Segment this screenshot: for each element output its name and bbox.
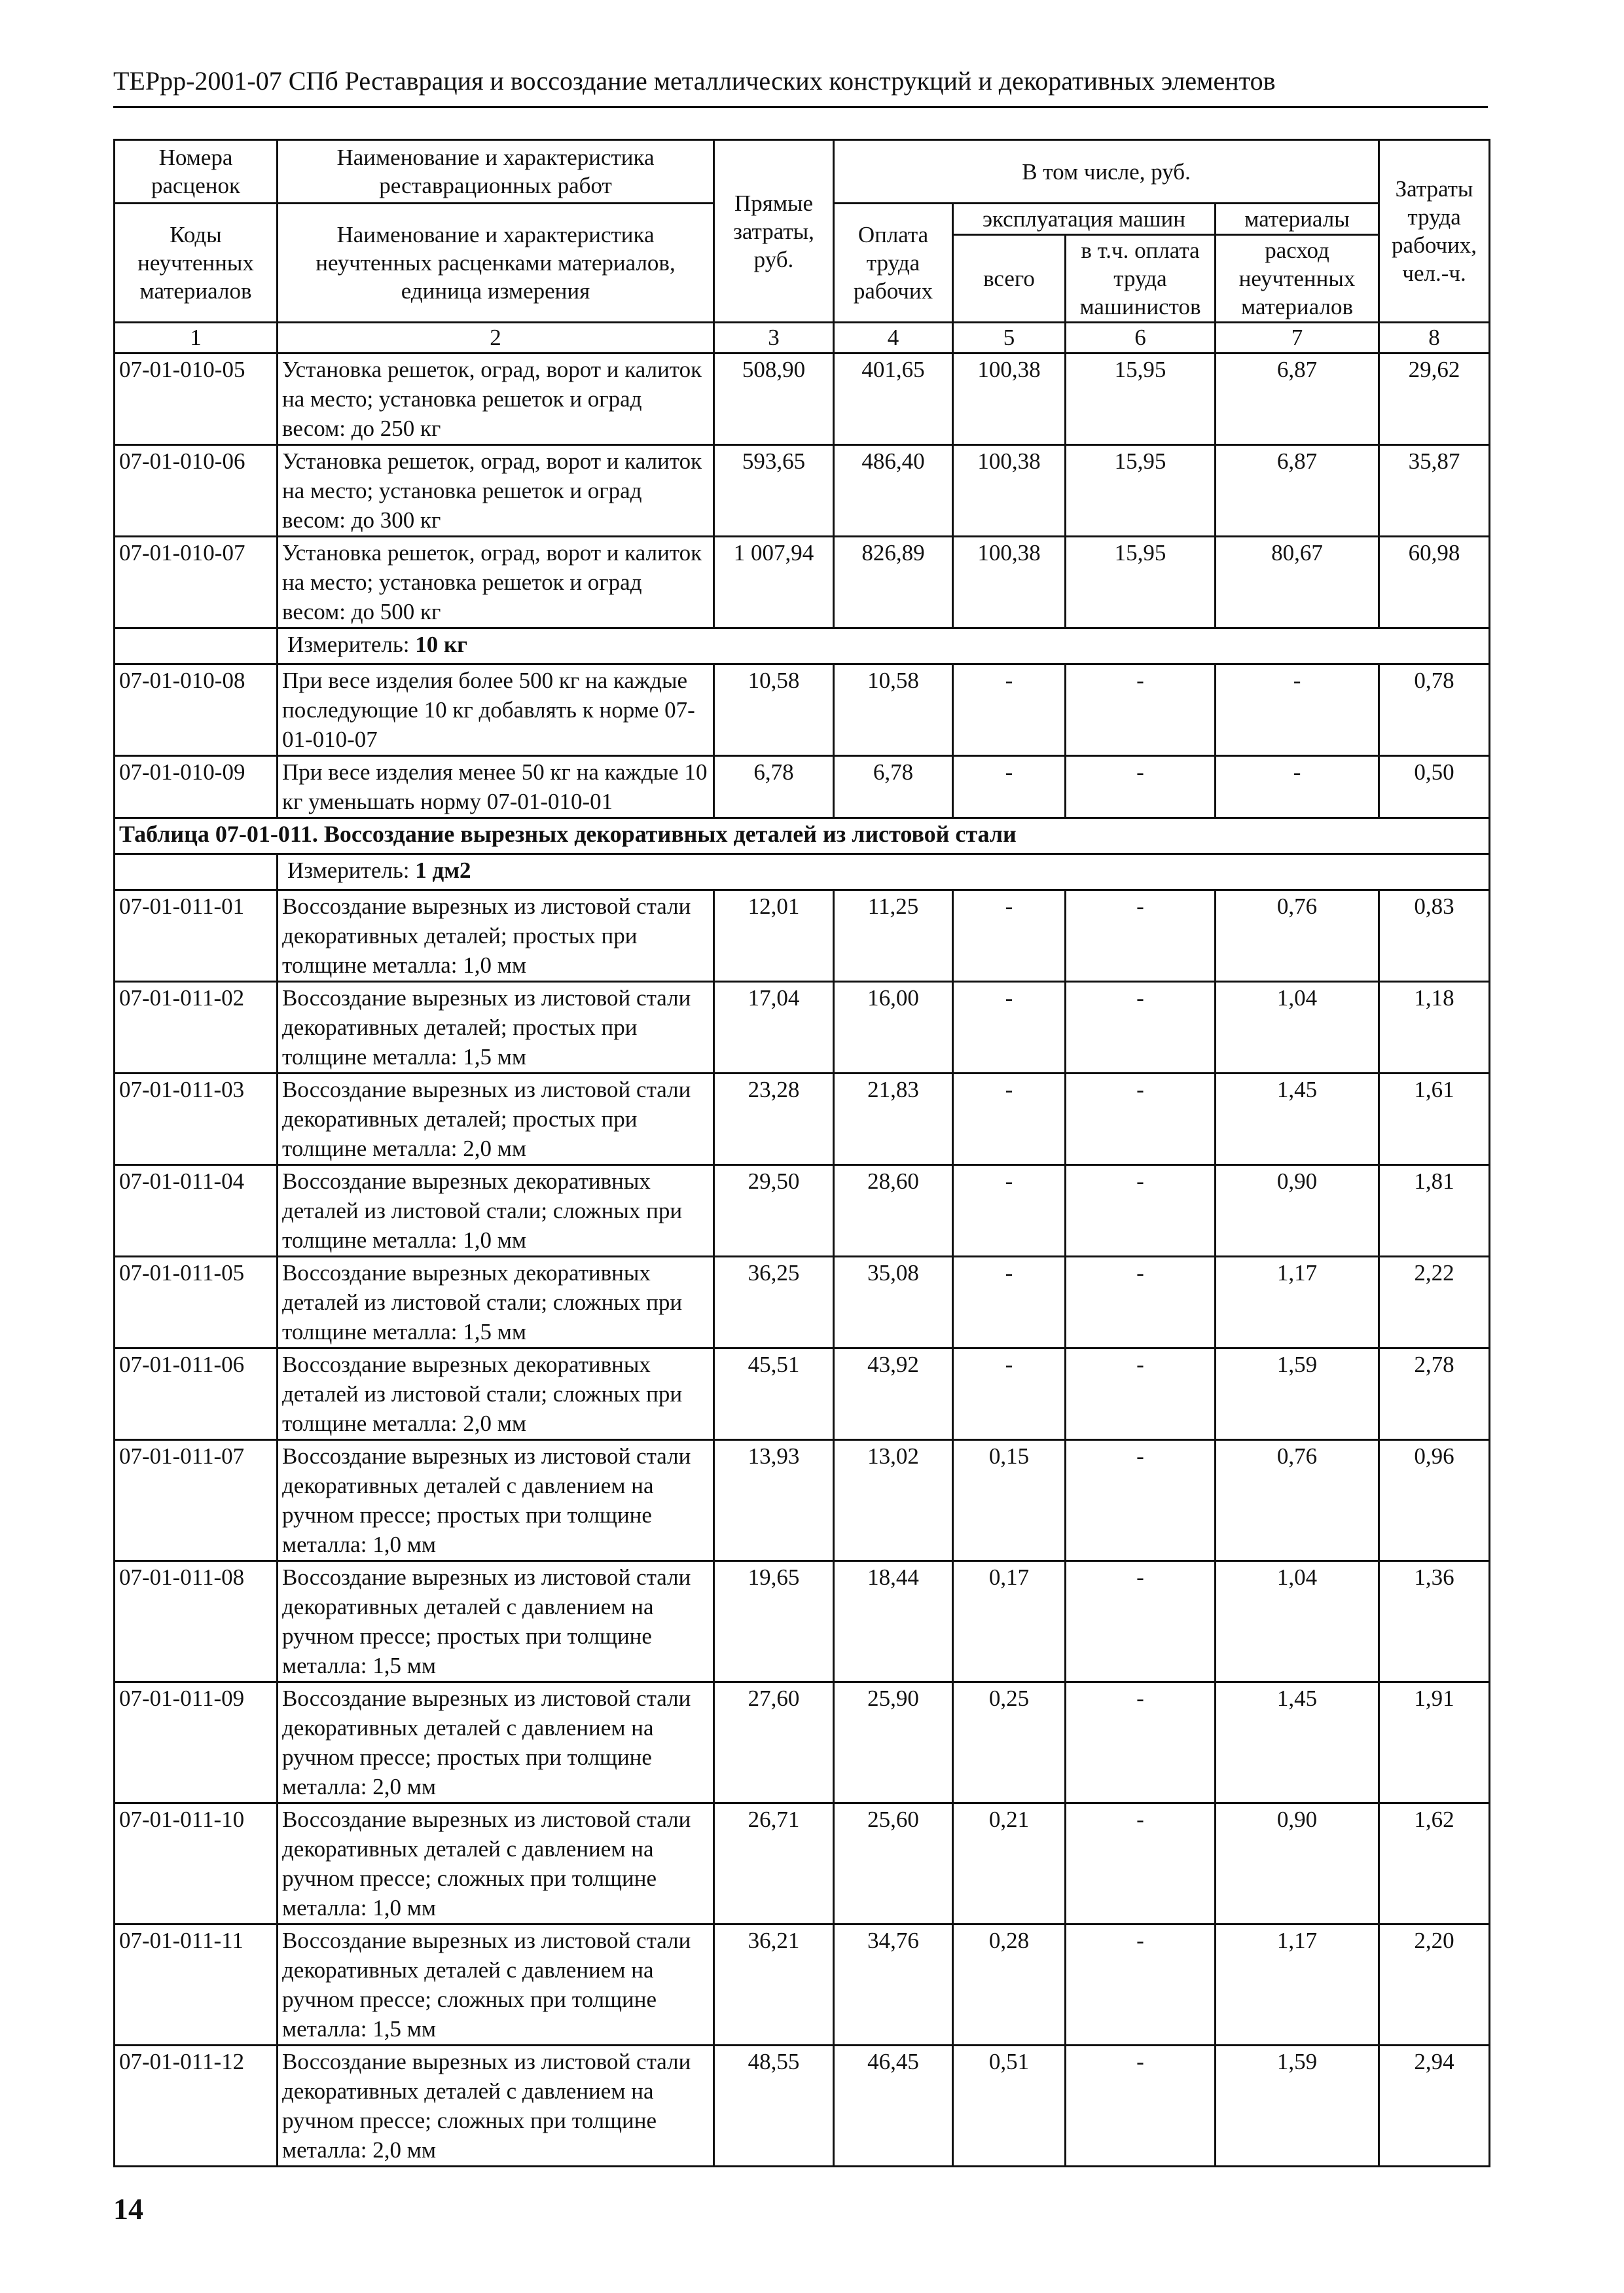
direct-costs: 36,21 (714, 1924, 834, 2046)
machines-total: 0,21 (953, 1803, 1066, 1924)
rate-code: 07-01-011-12 (115, 2046, 278, 2167)
column-number: 6 (1066, 323, 1216, 353)
page-number: 14 (113, 2192, 143, 2226)
materials-cost: 1,17 (1216, 1257, 1379, 1348)
operator-pay: - (1066, 1924, 1216, 2046)
direct-costs: 45,51 (714, 1348, 834, 1440)
machines-total: 0,17 (953, 1561, 1066, 1682)
materials-cost: 0,76 (1216, 1440, 1379, 1561)
header-group-including: В том числе, руб. (834, 140, 1379, 204)
column-number: 4 (834, 323, 953, 353)
header-machines-total: всего (953, 235, 1066, 323)
header-machine-operation: эксплуатация машин (953, 204, 1216, 235)
operator-pay: - (1066, 1348, 1216, 1440)
labor-pay: 34,76 (834, 1924, 953, 2046)
table-row (115, 1165, 1490, 1257)
table-row (115, 756, 1490, 818)
rate-code: 07-01-010-06 (115, 445, 278, 537)
rate-code: 07-01-011-11 (115, 1924, 278, 2046)
rate-code: 07-01-010-08 (115, 664, 278, 756)
labor-hours: 2,94 (1379, 2046, 1490, 2167)
machines-total: - (953, 890, 1066, 982)
table-row (115, 1924, 1490, 2046)
header-materials: материалы (1216, 204, 1379, 235)
operator-pay: - (1066, 664, 1216, 756)
rate-code: 07-01-011-04 (115, 1165, 278, 1257)
table-row (115, 537, 1490, 628)
labor-pay: 826,89 (834, 537, 953, 628)
labor-pay: 486,40 (834, 445, 953, 537)
work-description: При весе изделия менее 50 кг на каждые 10 кг уменьшать норму 07-01-010-01 (278, 756, 714, 818)
labor-hours: 35,87 (1379, 445, 1490, 537)
header-labor-hours: Затраты труда рабочих, чел.-ч. (1379, 140, 1490, 323)
table-row (115, 1682, 1490, 1803)
measure-value: 10 кг (415, 632, 468, 657)
labor-pay: 21,83 (834, 1074, 953, 1165)
direct-costs: 1 007,94 (714, 537, 834, 628)
labor-hours: 60,98 (1379, 537, 1490, 628)
header-operator-pay: в т.ч. оплата труда машинистов (1066, 235, 1216, 323)
table-row (115, 664, 1490, 756)
materials-cost: 1,04 (1216, 1561, 1379, 1682)
work-description: Воссоздание вырезных из листовой стали декоративных деталей с давлением на ручном прессе; простых при толщине металла: 2,0 мм (278, 1682, 714, 1803)
work-description: Установка решеток, оград, ворот и калиток на место; установка решеток и оград весом: до 250 кг (278, 353, 714, 445)
rate-code: 07-01-011-07 (115, 1440, 278, 1561)
rate-code: 07-01-011-02 (115, 982, 278, 1074)
table-row (115, 1561, 1490, 1682)
rate-code: 07-01-010-09 (115, 756, 278, 818)
table-caption-row (115, 818, 1490, 854)
materials-cost: 1,59 (1216, 1348, 1379, 1440)
header-divider (113, 106, 1488, 108)
table-row (115, 1074, 1490, 1165)
rates-block-weight-adjust (115, 664, 1490, 818)
rate-code: 07-01-011-06 (115, 1348, 278, 1440)
materials-cost: 0,90 (1216, 1803, 1379, 1924)
labor-hours: 1,36 (1379, 1561, 1490, 1682)
labor-hours: 0,50 (1379, 756, 1490, 818)
header-work-name: Наименование и характеристика реставрационных работ (278, 140, 714, 204)
work-description: Воссоздание вырезных из листовой стали декоративных деталей; простых при толщине металла: 1,5 мм (278, 982, 714, 1074)
column-number: 2 (278, 323, 714, 353)
rates-sheet (113, 139, 1489, 2167)
labor-hours: 1,62 (1379, 1803, 1490, 1924)
machines-total: - (953, 982, 1066, 1074)
materials-cost: 6,87 (1216, 445, 1379, 537)
machines-total: - (953, 1165, 1066, 1257)
operator-pay: - (1066, 1440, 1216, 1561)
labor-hours: 29,62 (1379, 353, 1490, 445)
machines-total: 100,38 (953, 537, 1066, 628)
measure-label: Измеритель: (287, 632, 416, 657)
labor-hours: 1,91 (1379, 1682, 1490, 1803)
direct-costs: 10,58 (714, 664, 834, 756)
labor-hours: 2,20 (1379, 1924, 1490, 2046)
work-description: Воссоздание вырезных из листовой стали декоративных деталей с давлением на ручном прессе; сложных при толщине металла: 2,0 мм (278, 2046, 714, 2167)
table-row (115, 1348, 1490, 1440)
measure-unit (278, 628, 1490, 664)
machines-total: 0,28 (953, 1924, 1066, 2046)
materials-cost: 1,45 (1216, 1074, 1379, 1165)
direct-costs: 26,71 (714, 1803, 834, 1924)
table-caption: Таблица 07-01-011. Воссоздание вырезных декоративных деталей из листовой стали (119, 821, 1017, 847)
machines-total: 100,38 (953, 353, 1066, 445)
materials-cost: - (1216, 664, 1379, 756)
work-description: Воссоздание вырезных из листовой стали декоративных деталей с давлением на ручном прессе; сложных при толщине металла: 1,0 мм (278, 1803, 714, 1924)
measure-label: Измеритель: (287, 858, 416, 883)
rate-code: 07-01-011-10 (115, 1803, 278, 1924)
labor-hours: 2,22 (1379, 1257, 1490, 1348)
operator-pay: - (1066, 890, 1216, 982)
machines-total: - (953, 756, 1066, 818)
work-description: Воссоздание вырезных из листовой стали декоративных деталей с давлением на ручном прессе; сложных при толщине металла: 1,5 мм (278, 1924, 714, 2046)
labor-hours: 1,61 (1379, 1074, 1490, 1165)
rate-code: 07-01-011-05 (115, 1257, 278, 1348)
work-description: Воссоздание вырезных из листовой стали декоративных деталей с давлением на ручном прессе; простых при толщине металла: 1,5 мм (278, 1561, 714, 1682)
operator-pay: - (1066, 1803, 1216, 1924)
direct-costs: 29,50 (714, 1165, 834, 1257)
column-number: 3 (714, 323, 834, 353)
materials-cost: 80,67 (1216, 537, 1379, 628)
direct-costs: 593,65 (714, 445, 834, 537)
direct-costs: 19,65 (714, 1561, 834, 1682)
header-rate-numbers: Номера расценок (115, 140, 278, 204)
materials-cost: 1,04 (1216, 982, 1379, 1074)
materials-cost: 6,87 (1216, 353, 1379, 445)
measure-row (115, 628, 1490, 664)
column-number: 8 (1379, 323, 1490, 353)
labor-hours: 0,96 (1379, 1440, 1490, 1561)
header-labor-pay: Оплата труда рабочих (834, 204, 953, 323)
labor-pay: 43,92 (834, 1348, 953, 1440)
labor-pay: 401,65 (834, 353, 953, 445)
labor-pay: 6,78 (834, 756, 953, 818)
work-description: Воссоздание вырезных декоративных деталей из листовой стали; сложных при толщине металла: 2,0 мм (278, 1348, 714, 1440)
materials-cost: 0,76 (1216, 890, 1379, 982)
work-description: Воссоздание вырезных из листовой стали декоративных деталей; простых при толщине металла: 1,0 мм (278, 890, 714, 982)
operator-pay: - (1066, 982, 1216, 1074)
direct-costs: 6,78 (714, 756, 834, 818)
work-description: Воссоздание вырезных декоративных деталей из листовой стали; сложных при толщине металла: 1,0 мм (278, 1165, 714, 1257)
labor-pay: 35,08 (834, 1257, 953, 1348)
direct-costs: 23,28 (714, 1074, 834, 1165)
operator-pay: - (1066, 756, 1216, 818)
operator-pay: - (1066, 2046, 1216, 2167)
labor-pay: 11,25 (834, 890, 953, 982)
operator-pay: - (1066, 1257, 1216, 1348)
direct-costs: 17,04 (714, 982, 834, 1074)
labor-hours: 0,78 (1379, 664, 1490, 756)
operator-pay: - (1066, 1165, 1216, 1257)
operator-pay: - (1066, 1682, 1216, 1803)
labor-pay: 16,00 (834, 982, 953, 1074)
operator-pay: 15,95 (1066, 353, 1216, 445)
table-row (115, 1257, 1490, 1348)
column-number: 7 (1216, 323, 1379, 353)
labor-hours: 2,78 (1379, 1348, 1490, 1440)
work-description: Воссоздание вырезных декоративных деталей из листовой стали; сложных при толщине металла: 1,5 мм (278, 1257, 714, 1348)
work-description: При весе изделия более 500 кг на каждые последующие 10 кг добавлять к норме 07-01-010-07 (278, 664, 714, 756)
table-row (115, 2046, 1490, 2167)
rate-code: 07-01-011-08 (115, 1561, 278, 1682)
materials-cost: 1,45 (1216, 1682, 1379, 1803)
machines-total: - (953, 1074, 1066, 1165)
operator-pay: 15,95 (1066, 445, 1216, 537)
rates-table (113, 139, 1490, 2167)
labor-pay: 25,90 (834, 1682, 953, 1803)
machines-total: - (953, 664, 1066, 756)
machines-total: 0,51 (953, 2046, 1066, 2167)
materials-cost: 1,59 (1216, 2046, 1379, 2167)
labor-pay: 13,02 (834, 1440, 953, 1561)
table-row (115, 890, 1490, 982)
rate-code: 07-01-010-07 (115, 537, 278, 628)
materials-cost: - (1216, 756, 1379, 818)
header-unaccounted-materials: расход неучтенных материалов (1216, 235, 1379, 323)
machines-total: - (953, 1348, 1066, 1440)
labor-hours: 1,18 (1379, 982, 1490, 1074)
work-description: Воссоздание вырезных из листовой стали декоративных деталей с давлением на ручном прессе; простых при толщине металла: 1,0 мм (278, 1440, 714, 1561)
table-row (115, 1803, 1490, 1924)
measure-row (115, 854, 1490, 890)
table-row (115, 982, 1490, 1074)
work-description: Воссоздание вырезных из листовой стали декоративных деталей; простых при толщине металла: 2,0 мм (278, 1074, 714, 1165)
labor-hours: 0,83 (1379, 890, 1490, 982)
direct-costs: 48,55 (714, 2046, 834, 2167)
column-number: 1 (115, 323, 278, 353)
direct-costs: 12,01 (714, 890, 834, 982)
machines-total: 100,38 (953, 445, 1066, 537)
rate-code: 07-01-011-01 (115, 890, 278, 982)
materials-cost: 0,90 (1216, 1165, 1379, 1257)
labor-pay: 10,58 (834, 664, 953, 756)
measure-unit (278, 854, 1490, 890)
rates-block-decorative-details (115, 890, 1490, 2167)
work-description: Установка решеток, оград, ворот и калиток на место; установка решеток и оград весом: до 500 кг (278, 537, 714, 628)
table-row (115, 1440, 1490, 1561)
labor-hours: 1,81 (1379, 1165, 1490, 1257)
rate-code: 07-01-011-09 (115, 1682, 278, 1803)
materials-cost: 1,17 (1216, 1924, 1379, 2046)
machines-total: 0,15 (953, 1440, 1066, 1561)
operator-pay: 15,95 (1066, 537, 1216, 628)
measure-value: 1 дм2 (415, 858, 471, 883)
header-direct-costs: Прямые затраты, руб. (714, 140, 834, 323)
labor-pay: 25,60 (834, 1803, 953, 1924)
table-row (115, 445, 1490, 537)
direct-costs: 36,25 (714, 1257, 834, 1348)
rates-block-installation (115, 353, 1490, 628)
direct-costs: 27,60 (714, 1682, 834, 1803)
table-row (115, 353, 1490, 445)
labor-pay: 18,44 (834, 1561, 953, 1682)
machines-total: - (953, 1257, 1066, 1348)
column-number: 5 (953, 323, 1066, 353)
header-material-name: Наименование и характеристика неучтенных расценками материалов, единица измерения (278, 204, 714, 323)
header-material-codes: Коды неучтенных материалов (115, 204, 278, 323)
labor-pay: 28,60 (834, 1165, 953, 1257)
operator-pay: - (1066, 1561, 1216, 1682)
direct-costs: 508,90 (714, 353, 834, 445)
operator-pay: - (1066, 1074, 1216, 1165)
work-description: Установка решеток, оград, ворот и калиток на место; установка решеток и оград весом: до 300 кг (278, 445, 714, 537)
machines-total: 0,25 (953, 1682, 1066, 1803)
direct-costs: 13,93 (714, 1440, 834, 1561)
labor-pay: 46,45 (834, 2046, 953, 2167)
column-numbers-row (115, 323, 1490, 353)
rate-code: 07-01-010-05 (115, 353, 278, 445)
page-header-title: ТЕРрр-2001-07 СПб Реставрация и воссоздание металлических конструкций и декоративных элементов (113, 66, 1276, 96)
rate-code: 07-01-011-03 (115, 1074, 278, 1165)
